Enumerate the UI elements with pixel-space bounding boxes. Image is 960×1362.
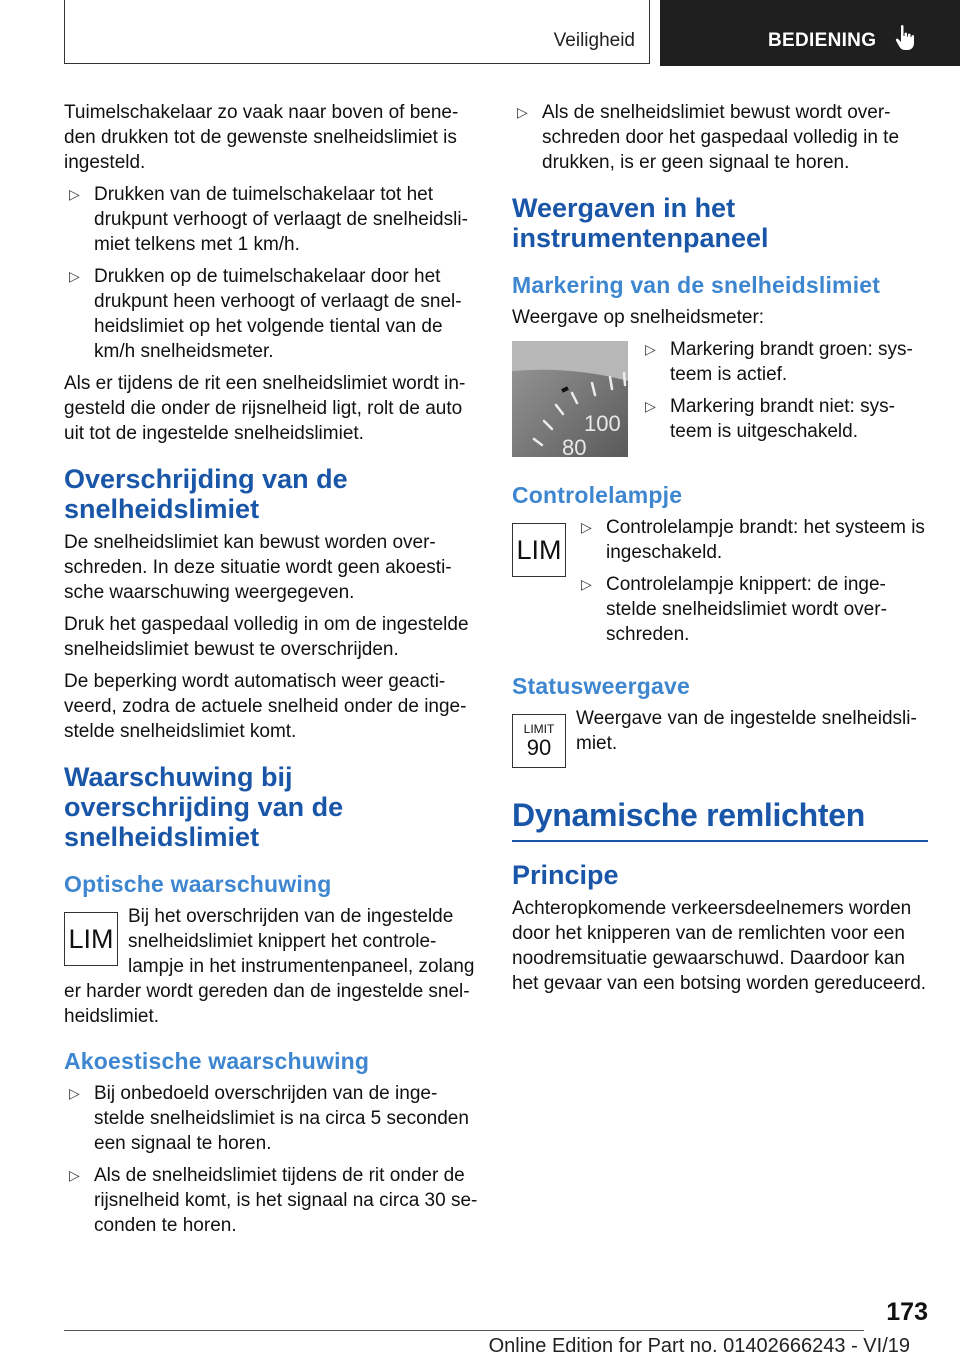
gauge-label-80: 80 bbox=[562, 435, 587, 457]
list-item: ▷ Drukken van de tuimelschakelaar tot het drukpunt verhoogt of verlaagt de snelheidsli-miet telkens met 1 km/h. bbox=[69, 184, 468, 255]
header-section-box bbox=[64, 0, 650, 64]
status-block bbox=[512, 706, 928, 774]
left-column bbox=[64, 100, 478, 1245]
paragraph: Achteropkomende verkeersdeelnemers worden door het knipperen van de remlichten voor een noodremsituatie gewaarschuwd. Daardoor kan het gevaar van een botsing worden gereduceerd. bbox=[512, 898, 927, 994]
triangle-bullet-icon: ▷ bbox=[581, 519, 592, 535]
header-chapter-title: BEDIENING bbox=[768, 30, 877, 51]
heading-principe: Principe bbox=[512, 860, 619, 890]
triangle-bullet-icon: ▷ bbox=[581, 576, 592, 592]
heading-akoestische-waarschuwing: Akoestische waarschuwing bbox=[64, 1048, 370, 1074]
gauge-label-100: 100 bbox=[584, 411, 621, 436]
triangle-bullet-icon: ▷ bbox=[69, 1167, 80, 1183]
page-number: 173 bbox=[886, 1298, 928, 1326]
lamp-block bbox=[512, 515, 928, 654]
paragraph: Tuimelschakelaar zo vaak naar boven of bene-den drukken tot de gewenste snelheidslimiet is ingesteld. bbox=[64, 102, 459, 173]
lim-indicator-icon: LIM bbox=[512, 523, 566, 577]
list-item: ▷ Markering brandt niet: sys-teem is uitgeschakeld. bbox=[645, 396, 895, 442]
paragraph: Weergave op snelheidsmeter: bbox=[512, 307, 765, 328]
triangle-bullet-icon: ▷ bbox=[645, 341, 656, 357]
triangle-bullet-icon: ▷ bbox=[69, 1085, 80, 1101]
list-item: ▷ Markering brandt groen: sys-teem is actief. bbox=[645, 339, 913, 385]
header-section-title: Veiligheid bbox=[553, 30, 635, 51]
paragraph: Druk het gaspedaal volledig in om de ingestelde snelheidslimiet bewust te overschrijden. bbox=[64, 614, 469, 660]
right-column bbox=[512, 100, 928, 1003]
list-item: ▷ Controlelampje brandt: het systeem is ingeschakeld. bbox=[581, 517, 925, 563]
speedometer-bullets bbox=[640, 337, 928, 451]
list-item: ▷ Als de snelheidslimiet tijdens de rit onder de rijsnelheid komt, is het signaal na circa 30 se-conden te horen. bbox=[69, 1165, 478, 1236]
triangle-bullet-icon: ▷ bbox=[517, 104, 528, 120]
paragraph: Bij het overschrijden van de ingestelde snelheidslimiet knippert het controle-lampje in het instrumentenpaneel, zolang er harder wordt gereden dan de ingestelde snel-heidslimiet. bbox=[64, 906, 475, 1027]
paragraph: De beperking wordt automatisch weer geacti-veerd, zodra de actuele snelheid onder de inge-stelde snelheidslimiet komt. bbox=[64, 671, 467, 742]
list-item: ▷ Drukken op de tuimelschakelaar door het drukpunt heen verhoogt of verlaagt de snel-heidslimiet op het volgende tiental van de km/h snelheidsmeter. bbox=[69, 266, 462, 362]
footer-divider bbox=[64, 1330, 864, 1331]
footer-edition: Online Edition for Part no. 01402666243 - VI/19 bbox=[488, 1335, 910, 1357]
lim-indicator-icon: LIM bbox=[64, 912, 118, 966]
paragraph: Weergave van de ingestelde snelheidsli-miet. bbox=[576, 708, 917, 754]
pointing-hand-icon bbox=[894, 24, 916, 52]
heading-waarschuwing: Waarschuwing bij overschrijding van de snelheidslimiet bbox=[64, 762, 344, 852]
paragraph: De snelheidslimiet kan bewust worden over-schreden. In deze situatie wordt geen akoesti-sche waarschuwing weergegeven. bbox=[64, 532, 452, 603]
heading-weergaven: Weergaven in het instrumentenpaneel bbox=[512, 193, 769, 253]
list-item: ▷ Bij onbedoeld overschrijden van de inge-stelde snelheidslimiet is na circa 5 seconden een signaal te horen. bbox=[69, 1083, 469, 1154]
header-chapter-box bbox=[660, 0, 960, 66]
speedometer-image bbox=[512, 341, 628, 457]
speedometer-block bbox=[512, 337, 928, 463]
list-item: ▷ Controlelampje knippert: de inge-stelde snelheidslimiet wordt over-schreden. bbox=[581, 574, 887, 645]
triangle-bullet-icon: ▷ bbox=[69, 268, 80, 284]
list-item: ▷ Als de snelheidslimiet bewust wordt over-schreden door het gaspedaal volledig in te drukken, is er geen signaal te horen. bbox=[517, 102, 900, 173]
heading-optische-waarschuwing: Optische waarschuwing bbox=[64, 871, 332, 897]
lamp-bullets bbox=[576, 515, 928, 654]
heading-controlelampje: Controlelampje bbox=[512, 482, 683, 508]
triangle-bullet-icon: ▷ bbox=[645, 398, 656, 414]
optic-warning-block bbox=[64, 904, 478, 1029]
limit-display-icon: LIMIT 90 bbox=[512, 714, 566, 768]
heading-markering: Markering van de snelheidslimiet bbox=[512, 272, 881, 298]
paragraph: Als er tijdens de rit een snelheidslimiet wordt in-gesteld die onder de rijsnelheid ligt, rolt de auto uit tot de ingestelde snelheidslimiet. bbox=[64, 373, 466, 444]
triangle-bullet-icon: ▷ bbox=[69, 186, 80, 202]
heading-dynamische-remlichten: Dynamische remlichten bbox=[512, 796, 928, 842]
heading-statusweergave: Statusweergave bbox=[512, 673, 690, 699]
heading-overschrijding: Overschrijding van de snelheidslimiet bbox=[64, 464, 348, 524]
